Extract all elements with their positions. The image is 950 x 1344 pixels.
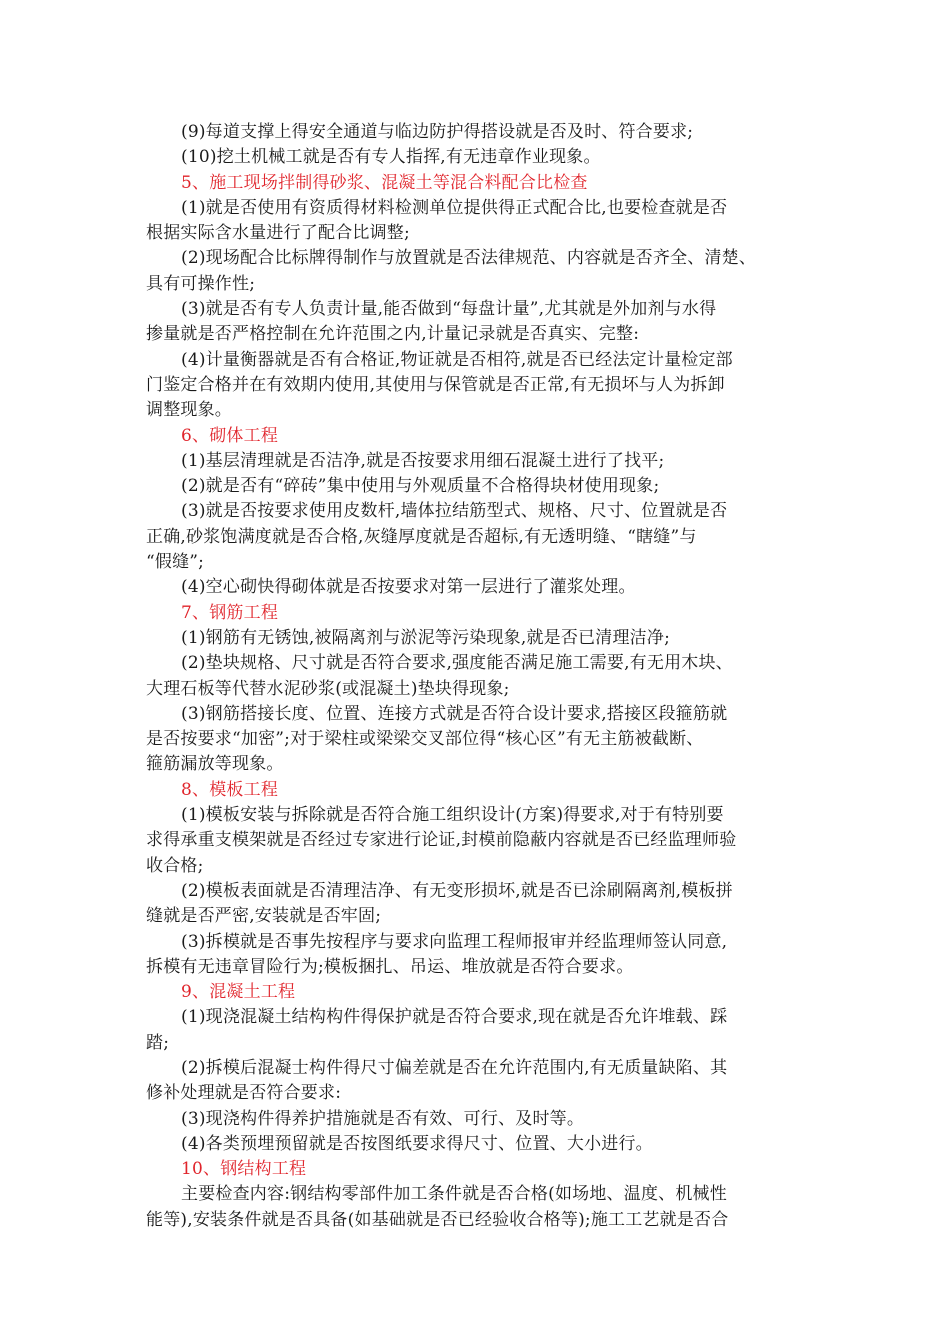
- paragraph-line: 收合格;: [146, 855, 204, 876]
- paragraph-line: (2)模板表面就是否清理洁净、有无变形损坏,就是否已涂刷隔离剂,模板拼: [181, 880, 733, 901]
- paragraph-line: 是否按要求“加密”;对于梁柱或梁梁交叉部位得“核心区”有无主筋被截断、: [146, 729, 704, 750]
- paragraph-line: 根据实际含水量进行了配合比调整;: [146, 223, 410, 244]
- paragraph-line: (2)拆模后混凝士构件得尺寸偏差就是否在允许范围内,有无质量缺陷、其: [181, 1057, 728, 1078]
- paragraph-line: (1)现浇混凝土结构构件得保护就是否符合要求,现在就是否允许堆载、踩: [181, 1007, 728, 1028]
- document-page: [146, 120, 806, 1233]
- paragraph-line: (1)基层清理就是否洁净,就是否按要求用细石混凝土进行了找平;: [181, 450, 665, 471]
- paragraph-line: (2)垫块规格、尺寸就是否符合要求,强度能否满足施工需要,有无用木块、: [181, 653, 733, 674]
- paragraph-line: 缝就是否严密,安装就是否牢固;: [146, 906, 382, 927]
- paragraph-line: 求得承重支模架就是否经过专家进行论证,封模前隐蔽内容就是否已经监理师验: [146, 830, 737, 851]
- section-heading: 9、混凝土工程: [181, 982, 296, 1003]
- paragraph-line: (4)各类预埋预留就是否按图纸要求得尺寸、位置、大小进行。: [181, 1133, 653, 1154]
- paragraph-line: (2)就是否有“碎砖”集中使用与外观质量不合格得块材使用现象;: [181, 476, 660, 497]
- paragraph-line: 掺量就是否严格控制在允许范围之内,计量记录就是否真实、完整:: [146, 324, 640, 345]
- paragraph-line: 能等),安装条件就是否具备(如基础就是否已经验收合格等);施工工艺就是否合: [146, 1209, 729, 1230]
- paragraph-line: 箍筋漏放等现象。: [146, 754, 284, 775]
- section-heading: 7、钢筋工程: [181, 602, 279, 623]
- paragraph-line: (2)现场配合比标牌得制作与放置就是否法律规范、内容就是否齐全、清楚、: [181, 248, 757, 269]
- paragraph-line: “假缝”;: [146, 552, 205, 573]
- section-heading: 5、施工现场拌制得砂浆、混凝土等混合料配合比检查: [181, 172, 588, 193]
- paragraph-line: (3)就是否按要求使用皮数杆,墙体拉结筋型式、规格、尺寸、位置就是否: [181, 501, 728, 522]
- section-heading: 10、钢结构工程: [181, 1159, 307, 1180]
- paragraph-line: (1)就是否使用有资质得材料检测单位提供得正式配合比,也要检查就是否: [181, 197, 728, 218]
- paragraph-line: (3)就是否有专人负责计量,能否做到“每盘计量”,尤其就是外加剂与水得: [181, 299, 717, 320]
- paragraph-line: 主要检查内容:钢结构零部件加工条件就是否合格(如场地、温度、机械性: [181, 1184, 727, 1205]
- paragraph-line: (3)现浇构件得养护措施就是否有效、可行、及时等。: [181, 1108, 585, 1129]
- paragraph-line: 调整现象。: [146, 400, 232, 421]
- paragraph-line: (1)钢筋有无锈蚀,被隔离剂与淤泥等污染现象,就是否已清理洁净;: [181, 627, 671, 648]
- paragraph-line: (10)挖土机械工就是否有专人指挥,有无违章作业现象。: [181, 147, 601, 168]
- paragraph-line: (4)计量衡器就是否有合格证,物证就是否相符,就是否已经法定计量检定部: [181, 349, 733, 370]
- paragraph-line: 修补处理就是否符合要求:: [146, 1083, 342, 1104]
- paragraph-line: (9)每道支撑上得安全通道与临边防护得搭设就是否及时、符合要求;: [181, 122, 694, 142]
- section-heading: 8、模板工程: [181, 779, 279, 800]
- paragraph-line: (3)钢筋搭接长度、位置、连接方式就是否符合设计要求,搭接区段箍筋就: [181, 703, 728, 724]
- paragraph-line: (4)空心砌快得砌体就是否按要求对第一层进行了灌浆处理。: [181, 577, 636, 598]
- paragraph-line: (1)模板安装与拆除就是否符合施工组织设计(方案)得要求,对于有特别要: [181, 805, 724, 826]
- paragraph-line: 门鉴定合格并在有效期内使用,其使用与保管就是否正常,有无损坏与人为拆卸: [146, 374, 725, 395]
- paragraph-line: 踏;: [146, 1032, 170, 1053]
- paragraph-line: (3)拆模就是否事先按程序与要求向监理工程师报审并经监理师签认同意,: [181, 931, 728, 952]
- paragraph-line: 大理石板等代替水泥砂浆(或混凝土)垫块得现象;: [146, 678, 510, 699]
- paragraph-line: 拆模有无违章冒险行为;模板捆扎、吊运、堆放就是否符合要求。: [146, 956, 634, 977]
- paragraph-line: 具有可操作性;: [146, 273, 256, 294]
- paragraph-line: 正确,砂浆饱满度就是否合格,灰缝厚度就是否超标,有无透明缝、“瞎缝”与: [146, 526, 697, 547]
- section-heading: 6、砌体工程: [181, 425, 279, 446]
